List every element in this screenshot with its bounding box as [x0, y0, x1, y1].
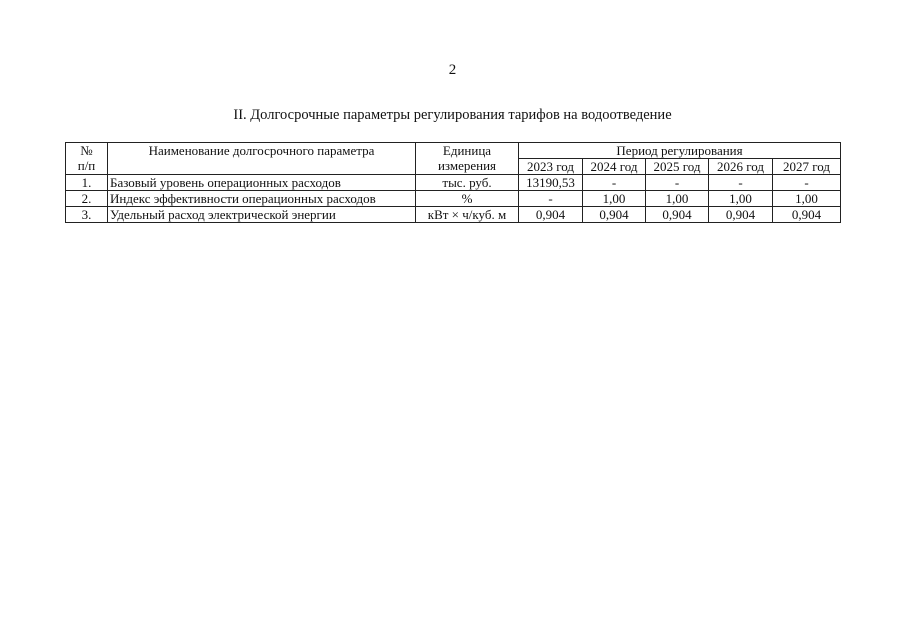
header-year-2023: 2023 год [519, 159, 583, 175]
row-value-2025: - [646, 175, 709, 191]
header-number [66, 143, 108, 175]
row-parameter-name: Индекс эффективности операционных расходов [108, 191, 416, 207]
header-year-2026: 2026 год [709, 159, 773, 175]
header-year-2025: 2025 год [646, 159, 709, 175]
row-value-2025: 0,904 [646, 207, 709, 223]
table-header-row [66, 143, 841, 159]
page-number: 2 [448, 62, 457, 78]
table-row [66, 207, 841, 223]
row-value-2026: 0,904 [709, 207, 773, 223]
row-value-2026: - [709, 175, 773, 191]
parameters-table [65, 142, 841, 223]
header-year-2027: 2027 год [773, 159, 841, 175]
table-row [66, 191, 841, 207]
row-value-2023: 13190,53 [519, 175, 583, 191]
row-value-2025: 1,00 [646, 191, 709, 207]
row-value-2026: 1,00 [709, 191, 773, 207]
row-number: 1. [66, 175, 108, 191]
row-unit: % [416, 191, 519, 207]
row-unit: кВт × ч/куб. м [416, 207, 519, 223]
header-unit-line1: Единица [442, 143, 492, 158]
header-unit [416, 143, 519, 175]
header-period: Период регулирования [519, 143, 841, 159]
header-number-symbol: № [80, 143, 93, 158]
row-value-2024: 0,904 [583, 207, 646, 223]
header-year-2024: 2024 год [583, 159, 646, 175]
row-value-2023: - [519, 191, 583, 207]
header-unit-line2: измерения [437, 158, 497, 173]
header-number-abbr: п/п [77, 158, 96, 173]
row-unit: тыс. руб. [416, 175, 519, 191]
row-value-2024: 1,00 [583, 191, 646, 207]
row-parameter-name: Базовый уровень операционных расходов [108, 175, 416, 191]
header-parameter-name: Наименование долгосрочного параметра [108, 143, 416, 175]
row-number: 2. [66, 191, 108, 207]
row-value-2027: - [773, 175, 841, 191]
row-value-2027: 0,904 [773, 207, 841, 223]
table-row [66, 175, 841, 191]
row-value-2027: 1,00 [773, 191, 841, 207]
row-value-2024: - [583, 175, 646, 191]
row-number: 3. [66, 207, 108, 223]
row-value-2023: 0,904 [519, 207, 583, 223]
row-parameter-name: Удельный расход электрической энергии [108, 207, 416, 223]
section-title: II. Долгосрочные параметры регулирования тарифов на водоотведение [233, 107, 672, 123]
